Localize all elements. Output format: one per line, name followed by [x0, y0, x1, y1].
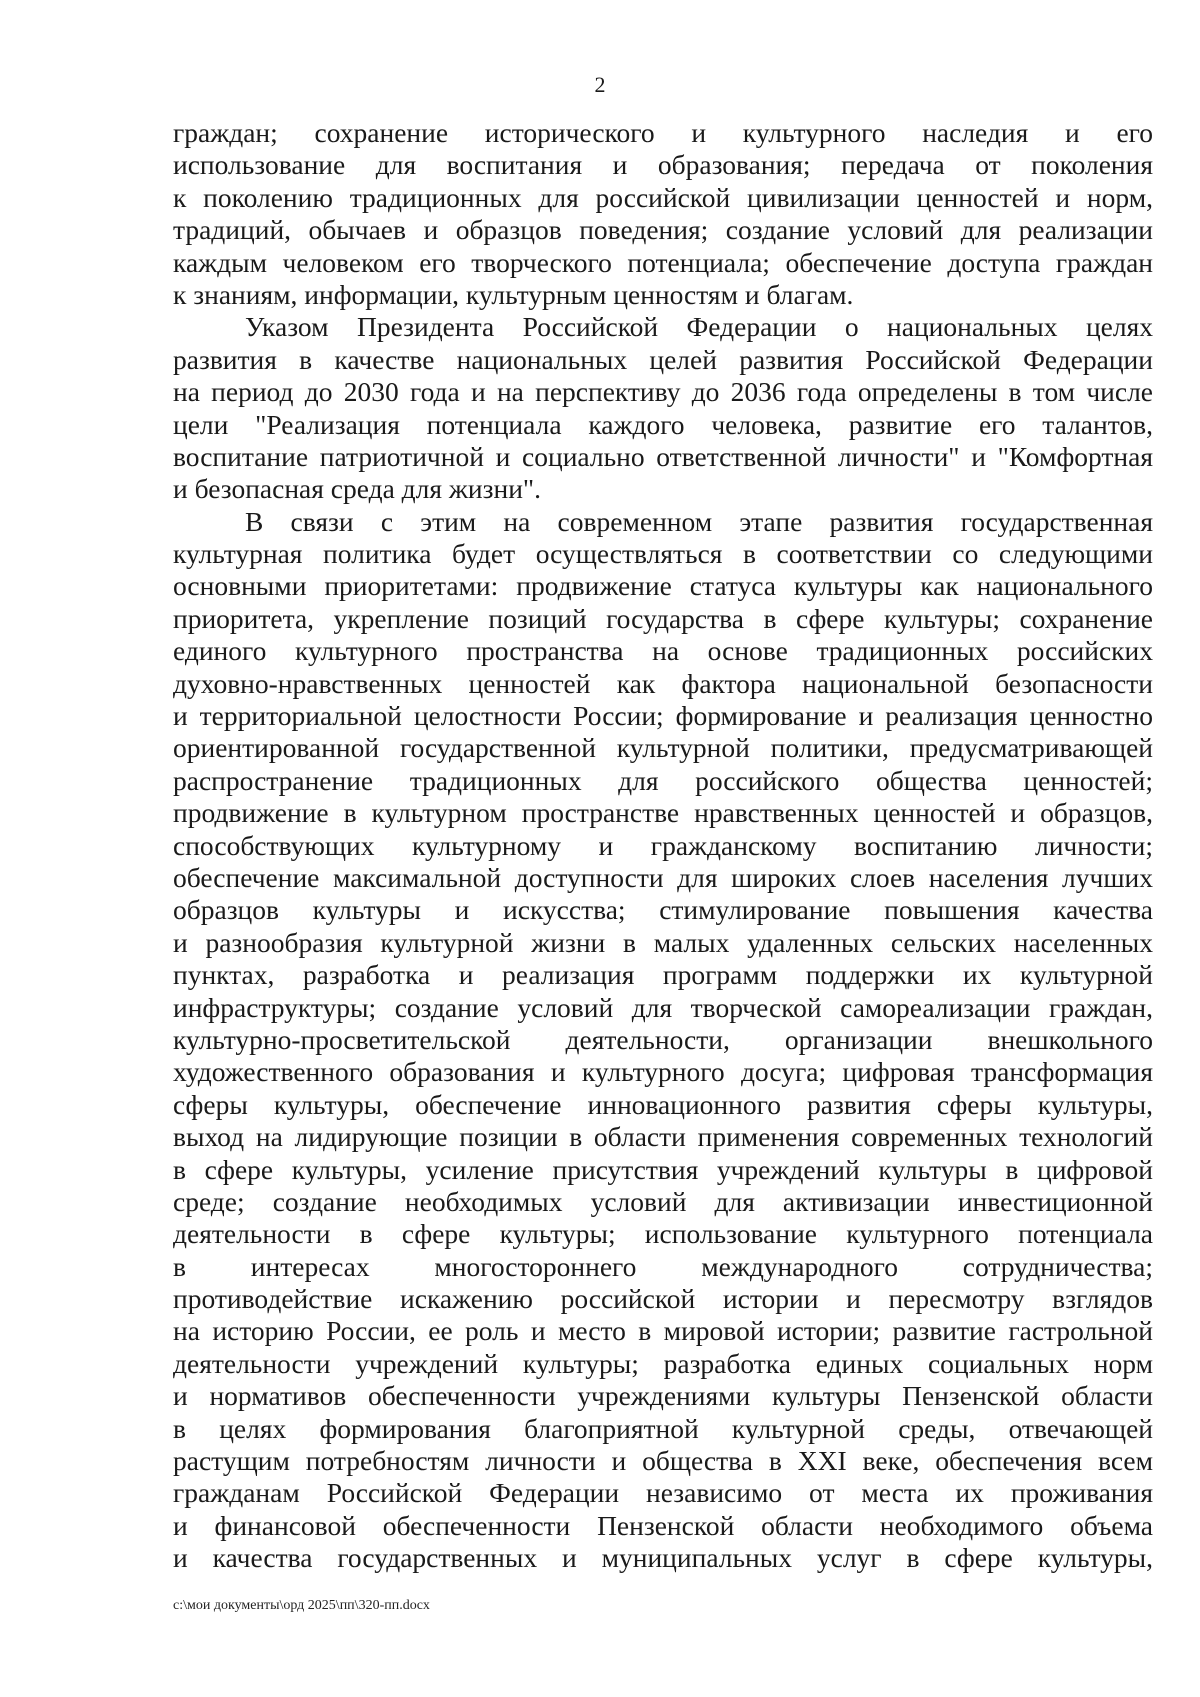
- text-line: граждан; сохранение исторического и культурного наследия и его: [173, 117, 1153, 148]
- footer-file-path: c:\мои документы\орд 2025\пп\320-пп.docx: [173, 1598, 430, 1613]
- page-number: 2: [594, 72, 606, 97]
- text-line: традиций, обычаев и образцов поведения; создание условий для реализации: [173, 214, 1153, 246]
- text-line: приоритета, укрепление позиций государства в сфере культуры; сохранение: [173, 602, 1153, 634]
- text-line: гражданам Российской Федерации независимо от места их проживания: [173, 1477, 1153, 1509]
- text-line: пунктах, разработка и реализация программ поддержки их культурной: [173, 959, 1153, 991]
- text-line: культурно-просветительской деятельности, организации внешкольного: [173, 1023, 1153, 1055]
- text-line: духовно-нравственных ценностей как фактора национальной безопасности: [173, 667, 1153, 699]
- text-line: в сфере культуры, усиление присутствия учреждений культуры в цифровой: [173, 1153, 1153, 1185]
- text-line: в целях формирования благоприятной культурной среды, отвечающей: [173, 1412, 1153, 1444]
- text-line: каждым человеком его творческого потенциала; обеспечение доступа граждан: [173, 246, 1153, 278]
- text-line: способствующих культурному и гражданскому воспитанию личности;: [173, 829, 1153, 861]
- text-line: в интересах многостороннего международного сотрудничества;: [173, 1250, 1153, 1282]
- text-line: основными приоритетами: продвижение статуса культуры как национального: [173, 570, 1153, 602]
- text-line: сферы культуры, обеспечение инновационного развития сферы культуры,: [173, 1088, 1153, 1120]
- text-line: инфраструктуры; создание условий для творческой самореализации граждан,: [173, 991, 1153, 1023]
- text-line: образцов культуры и искусства; стимулирование повышения качества: [173, 894, 1153, 926]
- text-line: культурная политика будет осуществляться в соответствии со следующими: [173, 538, 1153, 570]
- text-line: к поколению традиционных для российской цивилизации ценностей и норм,: [173, 181, 1153, 213]
- text-line: художественного образования и культурного досуга; цифровая трансформация: [173, 1056, 1153, 1088]
- text-line: использование для воспитания и образования; передача от поколения: [173, 149, 1153, 181]
- text-line: деятельности в сфере культуры; использование культурного потенциала: [173, 1218, 1153, 1250]
- text-line: В связи с этим на современном этапе развития государственная: [245, 505, 1153, 537]
- text-line: продвижение в культурном пространстве нравственных ценностей и образцов,: [173, 797, 1153, 829]
- text-line: развития в качестве национальных целей развития Российской Федерации: [173, 343, 1153, 375]
- text-line: выход на лидирующие позиции в области применения современных технологий: [173, 1121, 1153, 1153]
- text-line: обеспечение максимальной доступности для широких слоев населения лучших: [173, 861, 1153, 893]
- document-body: [173, 117, 1153, 1575]
- text-line: и безопасная среда для жизни".: [173, 473, 542, 505]
- text-line: деятельности учреждений культуры; разработка единых социальных норм: [173, 1347, 1153, 1379]
- text-line: на историю России, ее роль и место в мировой истории; развитие гастрольной: [173, 1315, 1153, 1347]
- text-line: цели "Реализация потенциала каждого человека, развитие его талантов,: [173, 408, 1153, 440]
- text-line: ориентированной государственной культурной политики, предусматривающей: [173, 732, 1153, 764]
- text-line: противодействие искажению российской истории и пересмотру взглядов: [173, 1283, 1153, 1315]
- text-line: единого культурного пространства на основе традиционных российских: [173, 635, 1153, 667]
- text-line: и нормативов обеспеченности учреждениями культуры Пензенской области: [173, 1380, 1153, 1412]
- text-line: и разнообразия культурной жизни в малых удаленных сельских населенных: [173, 926, 1153, 958]
- text-line: на период до 2030 года и на перспективу до 2036 года определены в том числе: [173, 376, 1153, 408]
- text-line: среде; создание необходимых условий для активизации инвестиционной: [173, 1185, 1153, 1217]
- text-line: распространение традиционных для российского общества ценностей;: [173, 764, 1153, 796]
- text-line: воспитание патриотичной и социально ответственной личности" и "Комфортная: [173, 440, 1153, 472]
- text-line: и качества государственных и муниципальных услуг в сфере культуры,: [173, 1542, 1153, 1574]
- text-line: Указом Президента Российской Федерации о национальных целях: [245, 311, 1153, 343]
- text-line: к знаниям, информации, культурным ценностям и благам.: [173, 278, 854, 310]
- text-line: и финансовой обеспеченности Пензенской области необходимого объема: [173, 1509, 1153, 1541]
- text-line: и территориальной целостности России; формирование и реализация ценностно: [173, 700, 1153, 732]
- text-line: растущим потребностям личности и общества в XXI веке, обеспечения всем: [173, 1445, 1153, 1477]
